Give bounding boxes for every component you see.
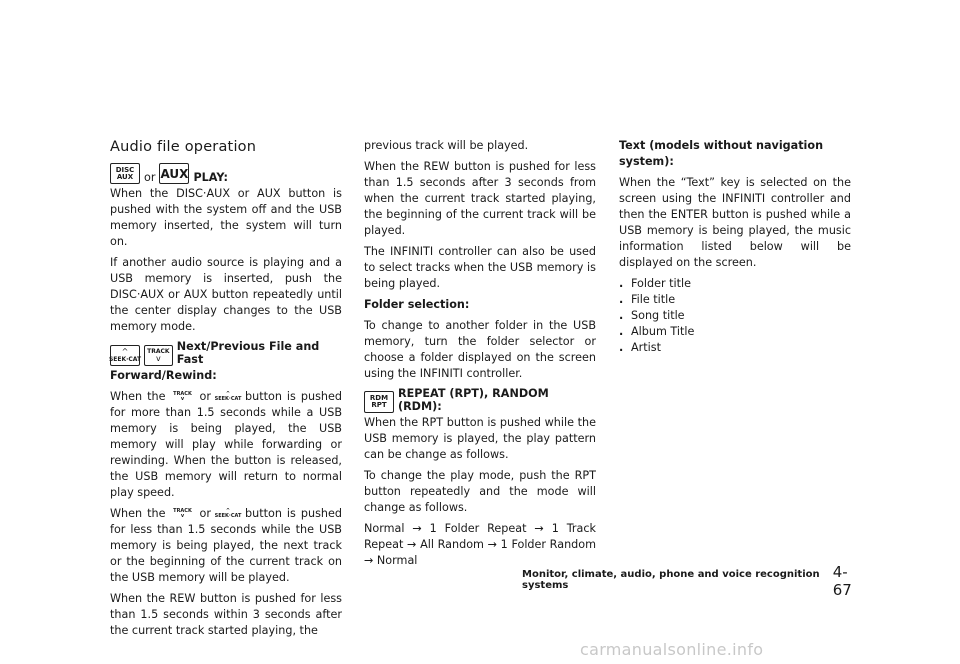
column-2 — [364, 138, 596, 574]
paragraph: To change the play mode, push the RPT button repeatedly and the mode will change as follows. — [364, 469, 596, 514]
paragraph: The INFINITI controller can also be used to select tracks when the USB memory is being played. — [364, 245, 596, 290]
list-item: . Song title — [619, 309, 685, 322]
paragraph: When the REW button is pushed for less than 1.5 seconds after 3 seconds from when the current track started playing, the beginning of the current track will be played. — [364, 160, 596, 237]
section-heading: Audio file operation — [110, 139, 257, 155]
paragraph: If another audio source is playing and a USB memory is inserted, push the DISC·AUX or AUX button repeatedly until the center display changes to the USB memory mode. — [110, 256, 342, 333]
paragraph: When the REW button is pushed for less than 1.5 seconds within 3 seconds after the current track started playing, the — [110, 592, 342, 637]
page-footer — [522, 563, 862, 599]
paragraph: When the DISC·AUX or AUX button is pushed with the system off and the USB memory inserted, the system will turn on. — [110, 187, 342, 248]
list-item: . Artist — [619, 341, 661, 354]
play-button-row — [110, 163, 342, 184]
seek-track-button-row — [110, 340, 342, 366]
repeat-random-label: REPEAT (RPT), RANDOM (RDM): — [397, 387, 549, 413]
aux-button-icon: AUX — [159, 163, 189, 184]
footer-section-title: Monitor, climate, audio, phone and voice recognition systems — [522, 569, 820, 591]
paragraph: Normal → 1 Folder Repeat → 1 Track Repeat → All Random → 1 Folder Random → Normal — [364, 522, 596, 567]
paragraph: When the “Text” key is selected on the screen using the INFINITI controller and then the ENTER button is pushed while a USB memory is being played, the music information listed below will be displayed on the screen. — [619, 176, 851, 269]
column-3 — [619, 138, 851, 356]
seek-cat-mini-icon: ^ SEEK·CAT — [214, 508, 242, 519]
list-item: . Folder title — [619, 277, 692, 290]
forward-rewind-label: Forward/Rewind: — [110, 369, 217, 382]
paragraph: To change to another folder in the USB memory, turn the folder selector or choose a folder displayed on the screen using the INFINITI controller. — [364, 319, 596, 380]
folder-selection-heading: Folder selection: — [364, 298, 470, 311]
disc-aux-button-icon: DISC AUX — [110, 163, 140, 184]
or-text: or — [144, 171, 156, 184]
page-number: 4-67 — [832, 563, 852, 599]
rdm-rpt-button-icon: RDM RPT — [364, 391, 394, 413]
list-item: . File title — [619, 293, 676, 306]
seek-cat-mini-icon: ^ SEEK·CAT — [214, 391, 242, 402]
paragraph: previous track will be played. — [364, 139, 529, 152]
paragraph: When the TRACK v or ^ SEEK·CAT button is pushed for less than 1.5 seconds while the USB memory is being played, the next track or the beginning of the current track on the USB memory will be played. — [110, 507, 342, 584]
track-button-icon: TRACK v — [144, 345, 173, 366]
watermark: carmanualsonline.info — [580, 640, 764, 659]
column-1 — [110, 136, 342, 644]
info-list — [619, 276, 851, 356]
track-mini-icon: TRACK v — [173, 391, 192, 402]
next-previous-label: Next/Previous File and Fast — [176, 340, 320, 366]
seek-cat-button-icon: ^ SEEK·CAT — [110, 345, 140, 366]
list-item: . Album Title — [619, 325, 695, 338]
paragraph: When the RPT button is pushed while the USB memory is played, the play pattern can be change as follows. — [364, 416, 596, 461]
paragraph: When the TRACK v or ^ SEEK·CAT button is pushed for more than 1.5 seconds while a USB memory is being played, the USB memory will play while forwarding or rewinding. When the button is released, the USB memory will return to normal play speed. — [110, 390, 342, 499]
text-heading: Text (models without navigation system): — [619, 139, 824, 168]
rdm-rpt-button-row — [364, 387, 596, 413]
track-mini-icon: TRACK v — [173, 508, 192, 519]
play-label: PLAY: — [193, 171, 228, 184]
